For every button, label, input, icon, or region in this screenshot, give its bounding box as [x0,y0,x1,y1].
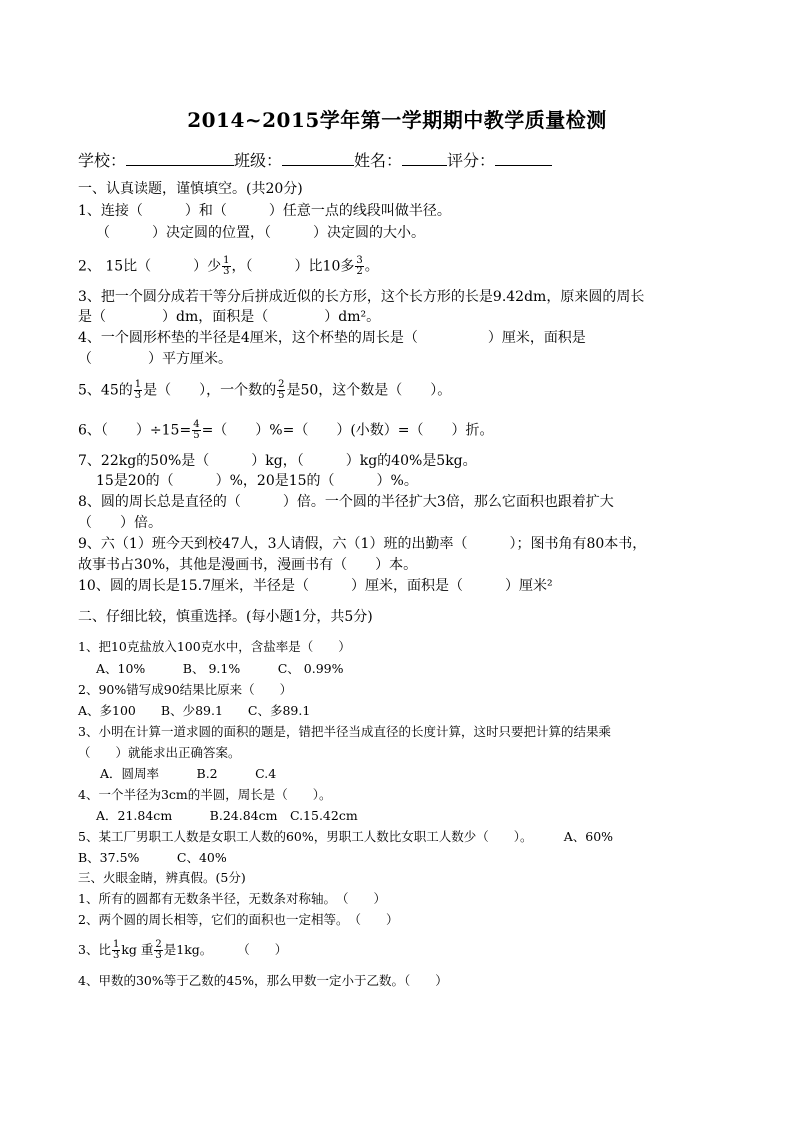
page-title: 2014~2015学年第一学期期中教学质量检测 [187,108,607,132]
s1-q9-line2: 故事书占30%，其他是漫画书，漫画书有（ ）本。 [78,557,418,573]
s1-q8-line1: 8、圆的周长总是直径的（ ）倍。一个圆的半径扩大3倍，那么它面积也跟着扩大 [78,494,614,510]
s2-q1: 1、把10克盐放入100克水中，含盐率是（ ） [78,639,351,654]
s1-q7-line2: 15是20的（ ）%，20是15的（ ）%。 [96,473,418,489]
section1-heading: 一、认真读题，谨慎填空。(共20分) [78,181,303,197]
s2-q4: 4、一个半径为3cm的半圆，周长是（ ）。 [78,787,332,802]
fraction: $\frac{1}{3}$ [134,379,142,401]
school-label: 学校： [78,151,127,170]
s1-q3-line2: 是（ ）dm，面积是（ ）dm²。 [78,309,381,325]
s2-q5-line1: 5、某工厂男职工人数是女职工人数的60%，男职工人数比女职工人数少（ ）。 A、60% [78,829,614,844]
fraction: $\frac{1}{3}$ [223,255,230,277]
class-label: 班级： [234,151,283,170]
school-blank[interactable] [126,151,234,166]
class-blank[interactable] [282,151,354,166]
s1-q8-line2: （ ）倍。 [78,515,162,531]
s1-q7-line1: 7、22kg的50%是（ ）kg，（ ）kg的40%是5kg。 [78,453,477,469]
s1-q2: 2、 15比（ ）少 $\frac{1}{3}$ ，（ ）比10多 $\frac{3}{2}$ 。 [78,255,379,277]
s1-q5: 5、45的 $\frac{1}{3}$ 是（ ），一个数的 $\frac{2}{5}$ 是50，这个数是（ ）。 [78,379,452,401]
s1-q10: 10、圆的周长是15.7厘米，半径是（ ）厘米，面积是（ ）厘米² [78,578,553,594]
s3-q4: 4、甲数的30%等于乙数的45%，那么甲数一定小于乙数。（ ） [78,973,448,988]
s2-q3-line2: （ ）就能求出正确答案。 [78,745,241,760]
section2-heading: 二、仔细比较，慎重选择。(每小题1分，共5分) [78,609,373,625]
section3-heading: 三、火眼金睛，辨真假。(5分) [78,870,246,885]
s2-q3-line1: 3、小明在计算一道求圆的面积的题是，错把半径当成直径的长度计算，这时只要把计算的结果乘 [78,724,611,739]
fraction: $\frac{2}{3}$ [155,939,162,961]
s1-q9-line1: 9、六（1）班今天到校47人，3人请假，六（1）班的出勤率（ ）；图书角有80本书， [78,536,647,552]
s2-q2: 2、90%错写成90结果比原来（ ） [78,682,293,697]
s2-q2-options: A、多100 B、少89.1 C、多89.1 [78,703,311,718]
s1-q6: 6、（ ）÷15= $\frac{4}{5}$ =（ ）%=（ ）(小数）=（ ）折。 [78,419,494,441]
s3-q2: 2、两个圆的周长相等，它们的面积也一定相等。 （ ） [78,912,399,927]
fraction: $\frac{1}{3}$ [112,939,120,961]
s3-q3: 3、比 $\frac{1}{3}$ kg 重 $\frac{2}{3}$ 是1kg。 （ ） [78,939,288,961]
s1-q1-line2: （ ）决定圆的位置，（ ）决定圆的大小。 [96,225,425,241]
s1-q3-line1: 3、把一个圆分成若干等分后拼成近似的长方形，这个长方形的长是9.42dm，原来圆的周长 [78,289,645,305]
fraction: $\frac{4}{5}$ [193,419,200,441]
s2-q5-line2: B、37.5% C、40% [78,850,227,865]
s2-q1-options: A、10% B、 9.1% C、 0.99% [96,661,344,676]
s1-q4-line1: 4、一个圆形杯垫的半径是4厘米，这个杯垫的周长是（ ）厘米，面积是 [78,330,586,346]
s3-q1: 1、所有的圆都有无数条半径，无数条对称轴。 （ ） [78,891,386,906]
fraction: $\frac{2}{5}$ [278,379,285,401]
score-blank[interactable] [495,151,552,166]
fraction: $\frac{3}{2}$ [356,255,363,277]
s2-q4-options: A．21.84cm B.24.84cm C.15.42cm [96,808,358,823]
s1-q1-line1: 1、连接（ ）和（ ）任意一点的线段叫做半径。 [78,203,451,219]
score-label: 评分： [447,151,496,170]
s1-q4-line2: （ ）平方厘米。 [78,351,232,367]
name-blank[interactable] [402,151,447,166]
s2-q3-options: A．圆周率 B.2 C.4 [100,766,277,781]
name-label: 姓名： [354,151,403,170]
student-info-line [78,148,552,171]
